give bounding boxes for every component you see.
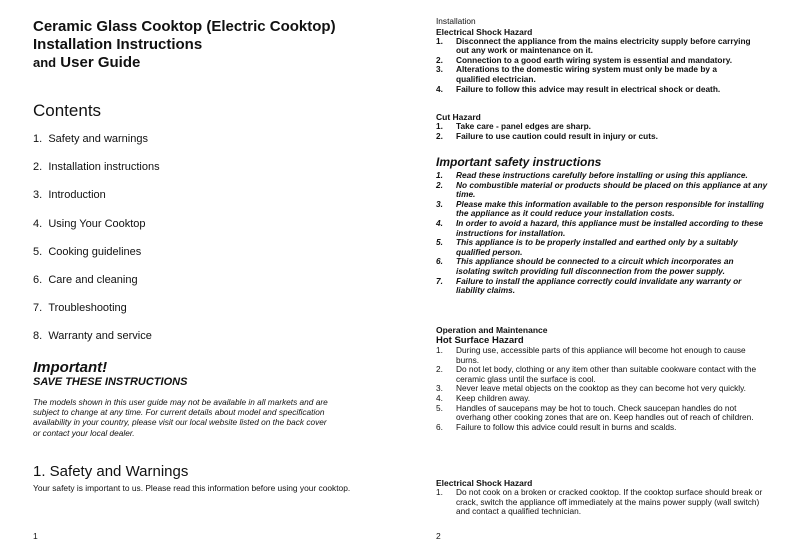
electrical-hazard-2-section	[436, 478, 786, 517]
electrical-hazard-2-list	[436, 488, 786, 517]
toc-item-number: 3.	[33, 189, 43, 202]
item-text: Keep children away.	[456, 392, 531, 403]
toc-item[interactable]	[33, 189, 160, 217]
item-number: 4.	[436, 392, 443, 403]
toc-item-label: Installation instructions	[48, 161, 160, 174]
item-text: Failure to use caution could result in injury or cuts.	[456, 130, 658, 141]
list-item	[436, 277, 786, 296]
title-and: and	[33, 55, 57, 70]
list-item	[436, 181, 786, 200]
models-notice-line: The models shown in this user guide may not be available in all markets and are	[33, 397, 328, 407]
item-number: 1.	[436, 487, 443, 497]
toc-item-number: 5.	[33, 245, 43, 258]
page-number: 2	[436, 531, 441, 541]
item-number: 4.	[436, 83, 443, 94]
item-number: 6.	[436, 421, 443, 432]
important-safety-heading: Important safety instructions	[436, 155, 602, 169]
toc-item-number: 6.	[33, 273, 43, 286]
toc-item-number: 4.	[33, 217, 43, 230]
item-text: No combustible material or products should be placed on this appliance at any	[456, 179, 768, 190]
toc-item-label: Care and cleaning	[48, 273, 138, 286]
important-safety-list	[436, 171, 786, 296]
item-text: Read these instructions carefully before installing or using this appliance.	[456, 170, 748, 180]
item-number: 5.	[436, 237, 443, 248]
toc-item[interactable]	[33, 218, 160, 246]
item-number: 1.	[436, 121, 443, 131]
safety-warnings-heading: 1. Safety and Warnings	[33, 463, 189, 480]
table-of-contents	[33, 133, 160, 359]
item-text: crack, switch the appliance off immediately at the mains power supply (wall switch)	[456, 496, 760, 507]
operation-heading: Operation and Maintenance	[436, 325, 548, 335]
item-text: Failure to follow this advice may result in electrical shock or death.	[456, 83, 721, 94]
item-number: 2.	[436, 179, 443, 190]
toc-item[interactable]	[33, 246, 160, 274]
item-text: time.	[456, 189, 476, 200]
item-number: 1.	[436, 170, 443, 180]
item-number: 5.	[436, 402, 443, 413]
item-text: Do not cook on a broken or cracked cooktop. If the cooktop surface should break or	[456, 487, 763, 497]
list-item	[436, 257, 786, 276]
item-number: 2.	[436, 364, 443, 375]
toc-item[interactable]	[33, 133, 160, 161]
item-text: out any work or maintenance on it.	[456, 45, 593, 56]
item-text: instructions for installation.	[456, 227, 566, 238]
list-item	[436, 85, 786, 95]
toc-item-label: Warranty and service	[48, 330, 152, 343]
item-text: overhang other cooking zones that are on. Keep handles out of reach of children.	[456, 412, 754, 423]
item-number: 3.	[436, 383, 443, 394]
cut-hazard-list	[436, 122, 786, 141]
electrical-hazard-2-heading: Electrical Shock Hazard	[436, 478, 533, 488]
important-heading: Important!	[33, 359, 108, 376]
item-text: and contact a qualified technician.	[456, 506, 582, 517]
item-text: In order to avoid a hazard, this appliance must be installed according to these	[456, 217, 764, 228]
toc-item[interactable]	[33, 330, 160, 358]
item-number: 7.	[436, 275, 443, 286]
toc-item-label: Troubleshooting	[48, 302, 127, 315]
cut-hazard-section	[436, 112, 786, 141]
models-notice-line: subject to change at any time. For current details about model and specification	[33, 407, 325, 418]
models-notice	[33, 397, 373, 438]
title-line-1: Ceramic Glass Cooktop (Electric Cooktop)	[33, 18, 336, 35]
item-number: 3.	[436, 198, 443, 209]
list-item	[436, 346, 786, 365]
operation-section	[436, 325, 786, 432]
toc-item-number: 8.	[33, 330, 43, 343]
list-item	[436, 200, 786, 219]
list-item	[436, 219, 786, 238]
item-number: 4.	[436, 217, 443, 228]
toc-item[interactable]	[33, 302, 160, 330]
list-item	[436, 37, 786, 56]
item-text: Please make this information available to the person responsible for installing	[456, 198, 764, 209]
item-text: Alterations to the domestic wiring system must only be made by a	[456, 64, 717, 75]
toc-item-number: 7.	[33, 302, 43, 315]
item-text: Handles of saucepans may be hot to touch. Check saucepan handles do not	[456, 402, 737, 413]
toc-item[interactable]	[33, 274, 160, 302]
list-item	[436, 65, 786, 84]
list-item	[436, 132, 786, 142]
item-text: qualified electrician.	[456, 73, 536, 84]
toc-item-label: Introduction	[48, 189, 106, 202]
item-text: ceramic glass until the surface is cool.	[456, 373, 596, 384]
toc-item[interactable]	[33, 161, 160, 189]
item-number: 3.	[436, 64, 443, 75]
item-text: burns.	[456, 354, 480, 365]
item-text: This appliance is to be properly installed and earthed only by a suitably	[456, 237, 738, 248]
installation-label: Installation	[436, 16, 476, 26]
item-text: Failure to install the appliance correctly could invalidate any warranty or	[456, 275, 742, 286]
list-item	[436, 365, 786, 384]
item-text: Never leave metal objects on the cooktop as they can become hot very quickly.	[456, 383, 746, 394]
item-text: Disconnect the appliance from the mains electricity supply before carrying	[456, 35, 751, 46]
list-item	[436, 404, 786, 423]
item-text: During use, accessible parts of this appliance will become hot enough to cause	[456, 345, 746, 355]
toc-item-number: 1.	[33, 133, 43, 145]
item-number: 2.	[436, 130, 443, 141]
document-title	[33, 18, 336, 72]
toc-item-label: Cooking guidelines	[48, 245, 142, 258]
models-notice-line: availability in your country, please visit our local website listed on the back cover	[33, 417, 327, 428]
list-item	[436, 423, 786, 433]
item-text: Take care - panel edges are sharp.	[456, 121, 591, 131]
electrical-hazard-list	[436, 37, 786, 95]
list-item	[436, 238, 786, 257]
installation-section	[436, 17, 786, 94]
safety-intro: Your safety is important to us. Please read this information before using your cooktop.	[33, 483, 351, 493]
list-item	[436, 488, 786, 517]
right-page	[404, 0, 808, 558]
page-number: 1	[33, 531, 38, 541]
hot-surface-heading: Hot Surface Hazard	[436, 335, 524, 346]
item-text: This appliance should be connected to a circuit which incorporates an	[456, 256, 734, 267]
toc-item-number: 2.	[33, 161, 43, 174]
item-number: 2.	[436, 54, 443, 65]
hot-surface-list	[436, 346, 786, 432]
save-instructions: SAVE THESE INSTRUCTIONS	[33, 376, 188, 388]
item-text: the appliance as it could reduce your installation costs.	[456, 208, 675, 219]
models-notice-line: or contact your local dealer.	[33, 427, 135, 438]
toc-item-label: Safety and warnings	[48, 133, 148, 145]
item-text: liability claims.	[456, 285, 516, 296]
toc-item-label: Using Your Cooktop	[48, 217, 146, 230]
item-number: 1.	[436, 35, 443, 46]
item-text: Failure to follow this advice could result in burns and scalds.	[456, 421, 677, 432]
item-text: Do not let body, clothing or any item other than suitable cookware contact with the	[456, 364, 757, 375]
electrical-hazard-heading: Electrical Shock Hazard	[436, 26, 533, 37]
item-text: qualified person.	[456, 246, 523, 257]
contents-heading: Contents	[33, 101, 102, 120]
item-text: Connection to a good earth wiring system is essential and mandatory.	[456, 54, 733, 65]
title-user-guide: User Guide	[60, 54, 141, 71]
title-line-2: Installation Instructions	[33, 36, 203, 53]
cut-hazard-heading: Cut Hazard	[436, 112, 481, 122]
item-text: isolating switch providing full disconnection from the power supply.	[456, 265, 725, 276]
item-number: 1.	[436, 345, 443, 355]
item-number: 6.	[436, 256, 443, 267]
important-safety-section	[436, 155, 786, 296]
